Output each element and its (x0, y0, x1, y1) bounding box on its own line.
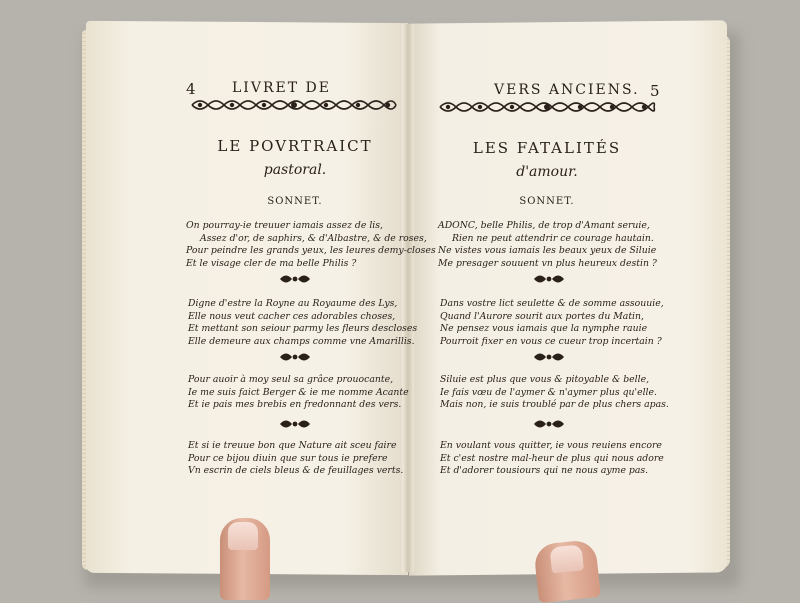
left-section-label: SONNET. (267, 196, 323, 207)
right-running-head: VERS ANCIENS. (494, 82, 640, 98)
verse-line: Pour ce bijou diuin que sur tous ie prefere (188, 452, 388, 464)
left-fleuron-3 (278, 417, 312, 431)
verse-line: Et d'adorer tousiours qui ne nous ayme pas. (440, 465, 649, 477)
left-title: LE POVRTRAICT (217, 137, 373, 155)
verse-line: Pour peindre les grands yeux, les leures demy-closes (186, 245, 436, 257)
verse-line: En voulant vous quitter, ie vous reuiens encore (440, 440, 662, 451)
verse-line: Ne pensez vous iamais que la nymphe rauie (440, 323, 648, 335)
right-section-label: SONNET. (519, 196, 575, 207)
verse-line: Vn escrin de ciels bleus & de feuillages verts. (188, 465, 404, 477)
right-stanza-3 (440, 374, 669, 412)
right-fleuron-1 (532, 272, 566, 286)
verse-line: Et ie pais mes brebis en fredonnant des vers. (188, 399, 402, 411)
verse-line: Elle nous veut cacher ces adorables choses, (188, 310, 396, 322)
right-title: LES FATALITÉS (472, 139, 622, 157)
verse-line: Et le visage cler de ma belle Philis ? (186, 257, 357, 269)
verse-line: Et mettant son seiour parmy les fleurs descloses (188, 323, 418, 335)
left-page-number: 4 (186, 80, 196, 98)
verse-line: Ie fais vœu de l'aymer & n'aymer plus qu'elle. (440, 386, 657, 398)
left-header-ornament (188, 96, 400, 114)
right-stanza-4 (440, 440, 664, 478)
right-stanza-2 (440, 298, 664, 348)
left-subtitle: pastoral. (263, 162, 327, 178)
verse-line: On pourray-ie treuuer iamais assez de lis, (186, 220, 384, 231)
verse-line: Quand l'Aurore sourit aux portes du Matin, (440, 310, 644, 322)
verse-line: Et si ie treuue bon que Nature ait sceu faire (188, 440, 397, 451)
verse-line: Mais non, ie suis troublé par de plus chers apas. (440, 399, 669, 411)
verse-line: Ne vistes vous iamais les beaux yeux de Siluie (438, 245, 657, 257)
verse-line: Dans vostre lict seulette & de somme assouuie, (440, 298, 664, 309)
right-page-number: 5 (650, 82, 660, 100)
left-stanza-2 (188, 298, 417, 348)
verse-line: Pourroit fixer en vous ce cueur trop incertain ? (440, 335, 662, 347)
verse-line: ADONC, belle Philis, de trop d'Amant seruie, (438, 220, 650, 231)
left-running-head: LIVRET DE (232, 80, 331, 96)
left-thumbnail (228, 522, 258, 550)
right-fleuron-3 (532, 417, 566, 431)
left-stanza-1 (186, 220, 436, 270)
left-stanza-4 (188, 440, 403, 478)
right-header-ornament (436, 98, 658, 116)
verse-line: Assez d'or, de saphirs, & d'Albastre, & de roses, (200, 232, 427, 244)
left-thumb (220, 518, 270, 600)
left-fleuron-1 (278, 272, 312, 286)
verse-line: Rien ne peut attendrir ce courage hautain. (452, 232, 654, 244)
verse-line: Me presager souuent vn plus heureux destin ? (438, 257, 657, 269)
verse-line: Elle demeure aux champs comme vne Amarillis. (188, 335, 415, 347)
right-thumb (533, 539, 601, 603)
verse-line: Ie me suis faict Berger & ie me nomme Acante (188, 386, 409, 398)
verse-line: Digne d'estre la Royne au Royaume des Lys, (188, 298, 398, 309)
right-stanza-1 (438, 220, 657, 270)
left-fleuron-2 (278, 350, 312, 364)
left-stanza-3 (188, 374, 409, 412)
verse-line: Siluie est plus que vous & pitoyable & belle, (440, 374, 650, 385)
right-thumbnail (549, 544, 584, 573)
verse-line: Pour auoir à moy seul sa grâce prouocante, (188, 374, 394, 385)
right-subtitle: d'amour. (516, 164, 578, 180)
verse-line: Et c'est nostre mal-heur de plus qui nous adore (440, 452, 664, 464)
right-fleuron-2 (532, 350, 566, 364)
